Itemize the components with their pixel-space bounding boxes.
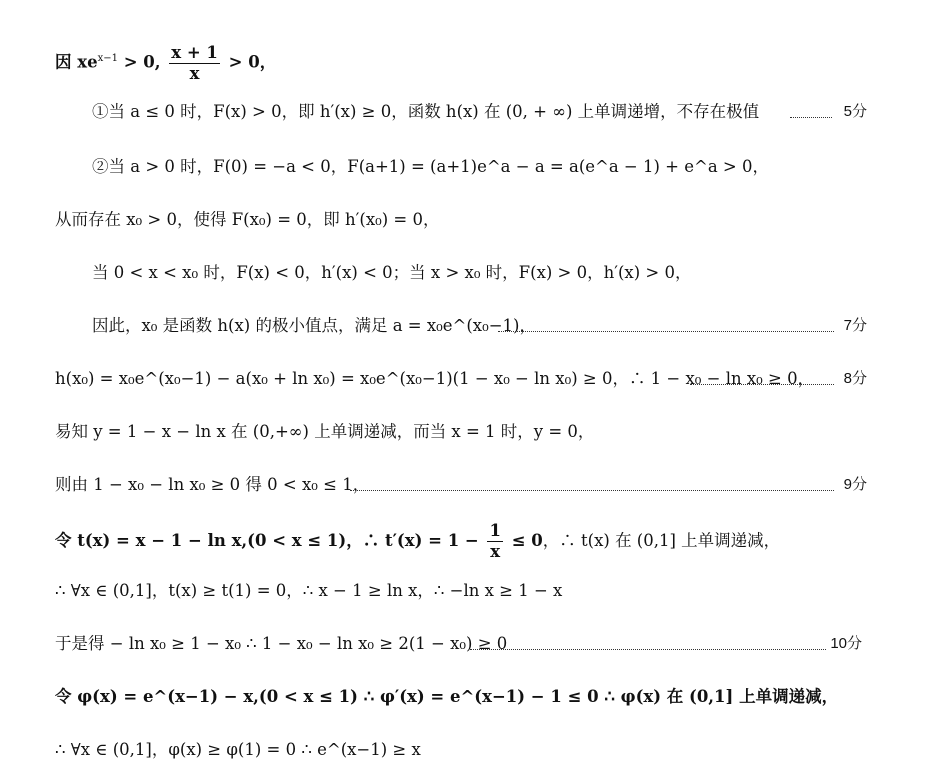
fraction-denominator: x	[189, 63, 200, 83]
line-2-text: ①当 a ≤ 0 时，F(x) > 0，即 h′(x) ≥ 0，函数 h(x) 在 (0, + ∞) 上单调递增，不存在极值	[92, 102, 760, 121]
score-label: 8分	[843, 370, 867, 387]
line-1-fraction	[169, 43, 220, 84]
dotted-leader	[470, 649, 826, 650]
line-6-text: 因此，x₀ 是函数 h(x) 的极小值点，满足 a = x₀e^(x₀−1)，	[92, 316, 536, 335]
line-1-seg-1: 因 xe	[55, 52, 98, 72]
line-10-seg-3: ，∴ t(x) 在 (0,1] 上单调递减，	[542, 531, 781, 550]
line-10-seg-1: 令 t(x) = x − 1 − ln x,(0 < x ≤ 1)，∴ t′(x) = 1 −	[55, 531, 485, 550]
score-label: 10分	[830, 635, 862, 652]
line-2	[0, 95, 937, 129]
line-11-text: ∴ ∀x ∈ (0,1]，t(x) ≥ t(1) = 0，∴ x − 1 ≥ ln x，∴ −ln x ≥ 1 − x	[55, 581, 563, 600]
line-3-text: ②当 a > 0 时，F(0) = −a < 0，F(a+1) = (a+1)e^a − a = a(e^a − 1) + e^a > 0，	[92, 157, 769, 176]
score-label: 5分	[843, 103, 867, 120]
line-14-text: ∴ ∀x ∈ (0,1]，φ(x) ≥ φ(1) = 0 ∴ e^(x−1) ≥ x	[55, 740, 421, 759]
line-9	[0, 468, 937, 502]
score-label: 9分	[843, 476, 867, 493]
line-10-text	[55, 521, 780, 562]
line-14	[0, 733, 937, 767]
line-5-text: 当 0 < x < x₀ 时，F(x) < 0，h′(x) < 0；当 x > x₀ 时，F(x) > 0，h′(x) > 0，	[92, 263, 692, 282]
line-12-text: 于是得 − ln x₀ ≥ 1 − x₀ ∴ 1 − x₀ − ln x₀ ≥ 2(1 − x₀) ≥ 0	[55, 634, 508, 653]
fraction-numerator: 1	[489, 521, 501, 540]
line-1-text	[55, 42, 276, 84]
line-9-text: 则由 1 − x₀ − ln x₀ ≥ 0 得 0 < x₀ ≤ 1，	[55, 475, 370, 494]
line-8-text: 易知 y = 1 − x − ln x 在 (0,+∞) 上单调递减，而当 x = 1 时，y = 0，	[55, 422, 595, 441]
line-1	[0, 42, 937, 83]
line-5	[0, 256, 937, 290]
dotted-leader	[350, 490, 834, 491]
line-10	[0, 521, 937, 561]
line-12	[0, 627, 937, 661]
line-8	[0, 415, 937, 449]
fraction-numerator: x + 1	[171, 42, 218, 62]
line-1-seg-2: > 0,	[117, 52, 167, 72]
dotted-leader	[498, 331, 834, 332]
line-7	[0, 362, 937, 396]
dotted-leader	[790, 117, 832, 118]
line-1-exponent: x−1	[97, 53, 118, 64]
line-7-text: h(x₀) = x₀e^(x₀−1) − a(x₀ + ln x₀) = x₀e^(x₀−1)(1 − x₀ − ln x₀) ≥ 0，∴ 1 − x₀ − ln x₀ ≥ 0，	[55, 369, 815, 388]
line-10-seg-2: ≤ 0	[505, 531, 543, 550]
line-13-text: 令 φ(x) = e^(x−1) − x,(0 < x ≤ 1) ∴ φ′(x) = e^(x−1) − 1 ≤ 0 ∴ φ(x) 在 (0,1] 上单调递减，	[55, 687, 839, 706]
line-4	[0, 203, 937, 237]
line-3	[0, 150, 937, 184]
line-1-seg-3: > 0，	[222, 52, 277, 72]
line-11	[0, 574, 937, 608]
dotted-leader	[690, 384, 834, 385]
line-13	[0, 680, 937, 714]
score-label: 7分	[843, 317, 867, 334]
line-4-text: 从而存在 x₀ > 0，使得 F(x₀) = 0，即 h′(x₀) = 0，	[55, 210, 440, 229]
line-10-fraction	[487, 521, 502, 562]
line-6	[0, 309, 937, 343]
fraction-denominator: x	[490, 542, 501, 561]
